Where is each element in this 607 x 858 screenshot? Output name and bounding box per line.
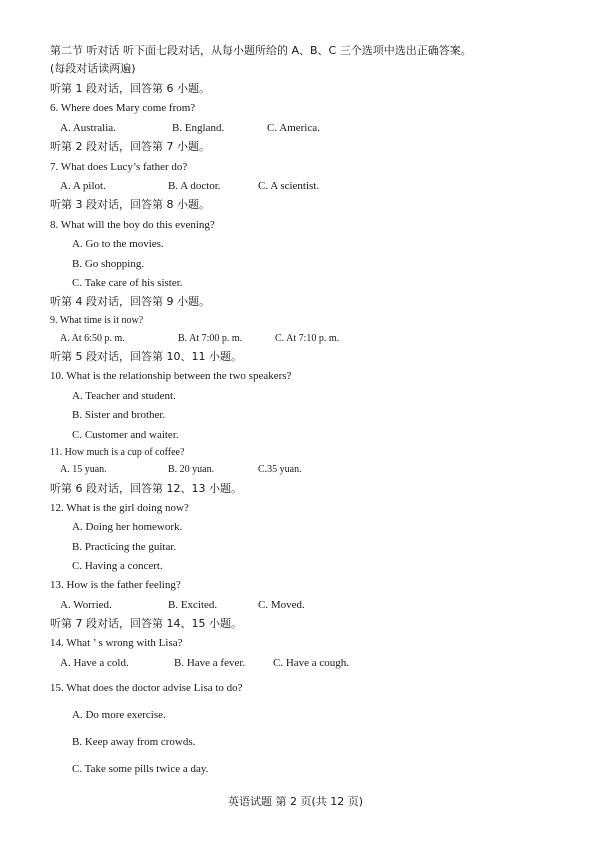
q12-option-b: B. Practicing the guitar. (72, 541, 177, 553)
question-6: 6. Where does Mary come from? (50, 102, 196, 114)
question-8: 8. What will the boy do this evening? (50, 219, 215, 231)
section-heading-1: 听第 1 段对话，回答第 6 小题。 (50, 82, 210, 95)
question-10: 10. What is the relationship between the two speakers? (50, 370, 292, 382)
q9-option-c: C. At 7:10 p. m. (275, 333, 340, 344)
q9-option-b: B. At 7:00 p. m. (178, 333, 243, 344)
q11-option-a: A. 15 yuan. (60, 464, 107, 475)
q14-option-b: B. Have a fever. (174, 657, 246, 669)
q6-option-a: A. Australia. (60, 122, 116, 134)
q14-option-c: C. Have a cough. (273, 657, 350, 669)
q12-option-a: A. Doing her homework. (72, 521, 183, 533)
q6-option-c: C. America. (267, 122, 320, 134)
section-heading-4: 听第 4 段对话，回答第 9 小题。 (50, 295, 210, 308)
q13-option-a: A. Worried. (60, 599, 112, 611)
q14-option-a: A. Have a cold. (60, 657, 129, 669)
section-heading-7: 听第 7 段对话，回答第 14、15 小题。 (50, 617, 242, 630)
q10-option-c: C. Customer and waiter. (72, 429, 179, 441)
q8-option-b: B. Go shopping. (72, 258, 145, 270)
q6-option-b: B. England. (172, 122, 225, 134)
q15-option-b: B. Keep away from crowds. (72, 736, 196, 748)
q8-option-c: C. Take care of his sister. (72, 277, 183, 289)
q7-option-b: B. A doctor. (168, 180, 221, 192)
q10-option-a: A. Teacher and student. (72, 390, 176, 402)
section-heading-5: 听第 5 段对话，回答第 10、11 小题。 (50, 350, 242, 363)
q15-option-c: C. Take some pills twice a day. (72, 763, 209, 775)
question-11: 11. How much is a cup of coffee? (50, 447, 185, 458)
question-14: 14. What ’ s wrong with Lisa? (50, 637, 183, 649)
question-12: 12. What is the girl doing now? (50, 502, 189, 514)
question-9: 9. What time is it now? (50, 315, 144, 326)
section-heading-3: 听第 3 段对话，回答第 8 小题。 (50, 198, 210, 211)
q13-option-c: C. Moved. (258, 599, 305, 611)
question-15: 15. What does the doctor advise Lisa to do? (50, 682, 243, 694)
q10-option-b: B. Sister and brother. (72, 409, 166, 421)
instruction-line2: (每段对话读两遍) (50, 62, 136, 75)
q8-option-a: A. Go to the movies. (72, 238, 164, 250)
q9-option-a: A. At 6:50 p. m. (60, 333, 125, 344)
question-7: 7. What does Lucy’s father do? (50, 161, 188, 173)
q11-option-b: B. 20 yuan. (168, 464, 215, 475)
q13-option-b: B. Excited. (168, 599, 218, 611)
q12-option-c: C. Having a concert. (72, 560, 163, 572)
section-heading-6: 听第 6 段对话，回答第 12、13 小题。 (50, 482, 242, 495)
q15-option-a: A. Do more exercise. (72, 709, 166, 721)
page-footer: 英语试题 第 2 页(共 12 页) (228, 795, 364, 808)
q7-option-c: C. A scientist. (258, 180, 320, 192)
q11-option-c: C.35 yuan. (258, 464, 302, 475)
section-heading-2: 听第 2 段对话，回答第 7 小题。 (50, 140, 210, 153)
instruction-line1: 第二节 听对话 听下面七段对话，从每小题所给的 A、B、C 三个选项中选出正确答案。 (50, 44, 472, 57)
question-13: 13. How is the father feeling? (50, 579, 181, 591)
q7-option-a: A. A pilot. (60, 180, 106, 192)
